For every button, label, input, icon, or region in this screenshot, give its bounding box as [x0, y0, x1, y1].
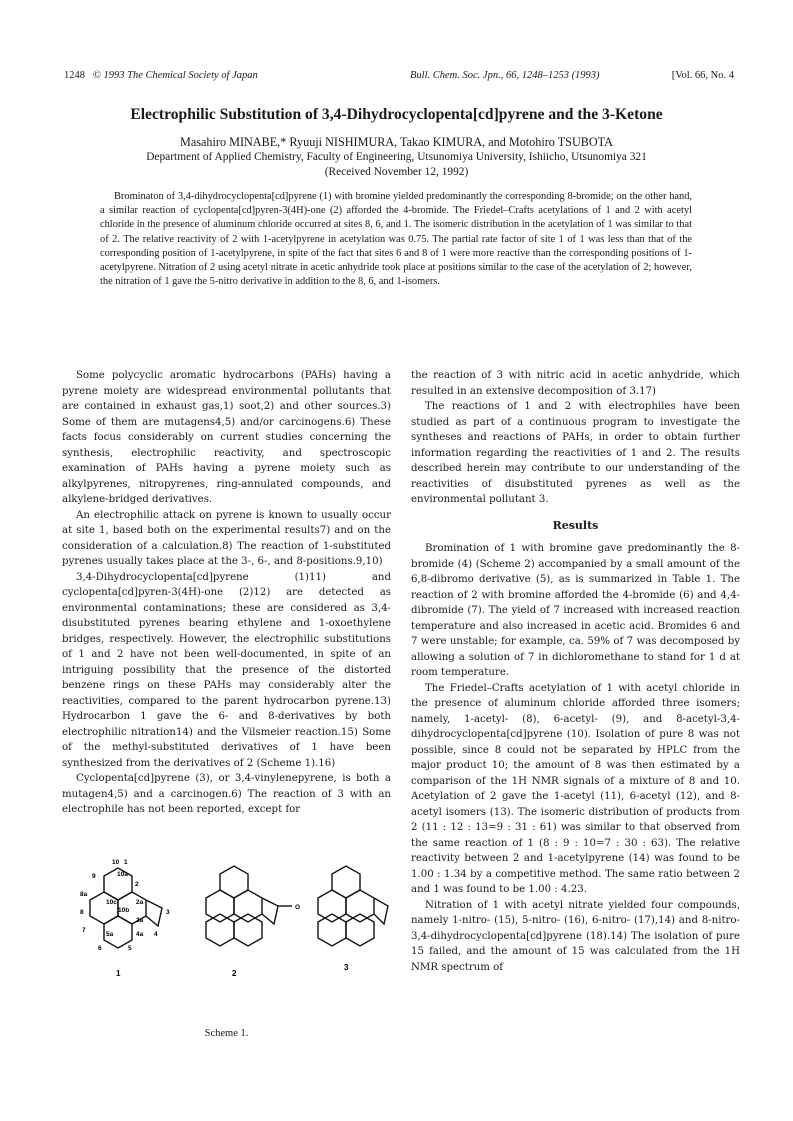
bridge	[146, 900, 162, 926]
bridge	[374, 898, 388, 924]
atom-label: 10a	[117, 871, 128, 878]
bridge	[262, 898, 278, 924]
paragraph: The Friedel–Crafts acetylation of 1 with acetyl chloride in the presence of aluminum chloride afforded three isomers; namely, 1-acetyl- (8), 6-acetyl- (9), and 8-acetyl-3,4-dihydrocyclopenta[cd]pyrene (10). Isolation of pure 8 was not possible, since 8 could not be separated by HPLC from the major product 10; the amount of 8 was then estimated by a comparison of the 1H NMR signals of a mixture of 8 and 10. Acetylation of 2 gave the 1-acetyl (11), 6-acetyl (12), and 8-acetyl isomers (13). The isomeric distribution of products from 2 (11 : 12 : 13=9 : 31 : 61) was similar to that observed from the same reaction of 1 (8 : 9 : 10=7 : 30 : 63). The relative reactivity between 2 and 1-acetylpyrene (14) was found to be 1.00 : 1.34 by a competitive method. The same ratio between 2 and 1 was found to be 1.00 : 4.23.	[411, 682, 740, 895]
ring	[234, 914, 262, 946]
atom-label: 9	[92, 873, 96, 880]
paragraph: Some polycyclic aromatic hydrocarbons (PAHs) having a pyrene moiety are widespread environmental pollutants that are contained in exhaust gas,1) soot,2) and other sources.3) Some of them are mutagens4,5) and/or carcinogens.6) These facts focus considerably on current studies concerning the synthesis, electrophilic reactivity, and spectroscopic examination of PAHs having a pyrene moiety such as alkylpyrenes, nitropyrenes, ring-annulated compounds, and alkylene-bridged derivatives.	[62, 370, 391, 505]
ring	[206, 914, 234, 946]
oxygen-label: O	[295, 904, 301, 911]
compound-number: 2	[232, 969, 237, 978]
atom-label: 1	[124, 859, 128, 866]
atom-label: 3	[166, 909, 170, 916]
scheme-caption: Scheme 1.	[204, 1028, 249, 1039]
right-column	[411, 368, 740, 975]
abstract: Brominaton of 3,4-dihydrocyclopenta[cd]pyrene (1) with bromine yielded predominantly the corresponding 8-bromide; on the other hand, a similar reaction of cyclopenta[cd]pyren-3(4H)-one (2) afforded the 4-bromide. The Friedel–Crafts acetylations of 1 and 2 with acetyl chloride in the presence of aluminum chloride occurred at sites 8, 6, and 1. The isomeric distribution in the acetylation of 1 was similar to that of 2. The relative reactivity of 2 with 1-acetylpyrene in acetylation was 0.75. The partial rate factor of site 1 of 1 was less than that of the corresponding position of 1-acetylpyrene, in spite of the fact that sites 6 and 8 of 1 were more reactive than the corresponding positions of 1-acetylpyrene. Nitration of 2 using acetyl nitrate in acetic anhydride took place at positions similar to the case of the acetylation of 2; however, the nitration of 1 gave the 5-nitro derivative in addition to the 8, 6, and 1-isomers.	[100, 191, 692, 288]
atom-label: 10	[112, 859, 120, 866]
atom-label: 7	[82, 927, 86, 934]
left-column	[62, 368, 391, 818]
section-heading: Results	[552, 518, 599, 532]
affiliation: Department of Applied Chemistry, Faculty of Engineering, Utsunomiya University, Ishiicho, Utsunomiya 321	[146, 151, 647, 163]
compound-number: 3	[344, 963, 349, 972]
atom-label: 10c	[106, 899, 117, 906]
ring	[346, 890, 374, 922]
paragraph: 3,4-Dihydrocyclopenta[cd]pyrene (1)11) and cyclopenta[cd]pyren-3(4H)-one (2)12) are detected as environmental contaminations; these are considered as 3,4-disubstituted pyrenes bearing ethylene and 1-oxoethylene bridges, respectively. However, the electrophilic substitutions of 1 and 2 have not been well-documented, in spite of an intriguing possibility that the presence of the distorted benzene rings on these PAHs may considerably alter the reactivities, compared to the parent hydrocarbon pyrene.13) Hydrocarbon 1 gave the 6- and 8-derivatives by both electrophilic nitration14) and the Vilsmeier reaction.15) Some of the methyl-substituted derivatives of 1 have been synthesized from the derivatives of 2 (Scheme 1).16)	[62, 571, 391, 769]
atom-label: 8a	[80, 891, 88, 898]
paper-title: Electrophilic Substitution of 3,4-Dihydrocyclopenta[cd]pyrene and the 3-Ketone	[130, 106, 663, 123]
ring	[318, 914, 346, 946]
volume-info: [Vol. 66, No. 4	[671, 70, 734, 81]
atom-label: 4	[154, 931, 158, 938]
atom-label: 5a	[106, 931, 114, 938]
paragraph: Bromination of 1 with bromine gave predominantly the 8-bromide (4) (Scheme 2) accompanied by a small amount of the 6,8-dibromo derivative (5), as is summarized in Table 1. The reaction of 2 with bromine afforded the 4-bromide (6) and 4,4-dibromide (7). The yield of 7 increased with increased reaction temperature and also increased in acetic acid. Bromides 6 and 7 were unstable; for example, ca. 59% of 7 was decomposed by allowing a solution of 7 in dichloromethane to stand for 1 d at room temperature.	[411, 543, 740, 678]
atom-label: 3a	[136, 917, 144, 924]
atom-label: 6	[98, 945, 102, 952]
atom-label: 10b	[118, 907, 130, 914]
paragraph: An electrophilic attack on pyrene is known to usually occur at site 1, based both on the experimental results7) and on the consideration of a calculation.8) The reaction of 1-substituted pyrenes usually takes place at the 3-, 6-, and 8-positions.9,10)	[62, 509, 391, 567]
atom-label: 2a	[136, 899, 144, 906]
atom-labels	[80, 859, 300, 952]
running-header	[64, 70, 734, 86]
received-date: (Received November 12, 1992)	[324, 166, 469, 178]
atom-label: 5	[128, 945, 132, 952]
paragraph: The reactions of 1 and 2 with electrophiles have been studied as part of a continuous program to investigate the syntheses and reactions of PAHs, in order to obtain further information regarding the reactivities of 1 and 2. The results described herein may contribute to our understanding of the reactivities of disubstituted pyrenes as well as the environmental pollutant 3.	[411, 401, 740, 505]
atom-label: 8	[80, 909, 84, 916]
paragraph: Nitration of 1 with acetyl nitrate yielded four compounds, namely 1-nitro- (15), 5-nitro- (16), 6-nitro- (17),14) and 8-nitro-3,4-dihydrocyclopenta[cd]pyrene (18).14) The isolation of pure 15 failed, and the amount of 15 was calculated from the 1H NMR spectrum of	[411, 899, 740, 973]
page-number-copyright: 1248 © 1993 The Chemical Society of Japan	[64, 70, 258, 81]
atom-label: 4a	[136, 931, 144, 938]
ring	[346, 914, 374, 946]
author-list: Masahiro MINABE,* Ryuuji NISHIMURA, Takao KIMURA, and Motohiro TSUBOTA	[180, 135, 613, 149]
ring	[234, 890, 262, 922]
ring	[206, 890, 234, 922]
compound-number: 1	[116, 969, 121, 978]
ring	[318, 890, 346, 922]
scheme-1-structures	[62, 846, 391, 1046]
paragraph: the reaction of 3 with nitric acid in acetic anhydride, which resulted in an extensive decomposition of 3.17)	[411, 370, 740, 397]
paragraph: Cyclopenta[cd]pyrene (3), or 3,4-vinylenepyrene, is both a mutagen4,5) and a carcinogen.6) The reaction of 3 with an electrophile has not been reported, except for	[62, 773, 391, 815]
scheme-1-drawing	[62, 846, 391, 1036]
journal-citation: Bull. Chem. Soc. Jpn., 66, 1248–1253 (1993)	[410, 70, 600, 81]
atom-label: 2	[135, 881, 139, 888]
